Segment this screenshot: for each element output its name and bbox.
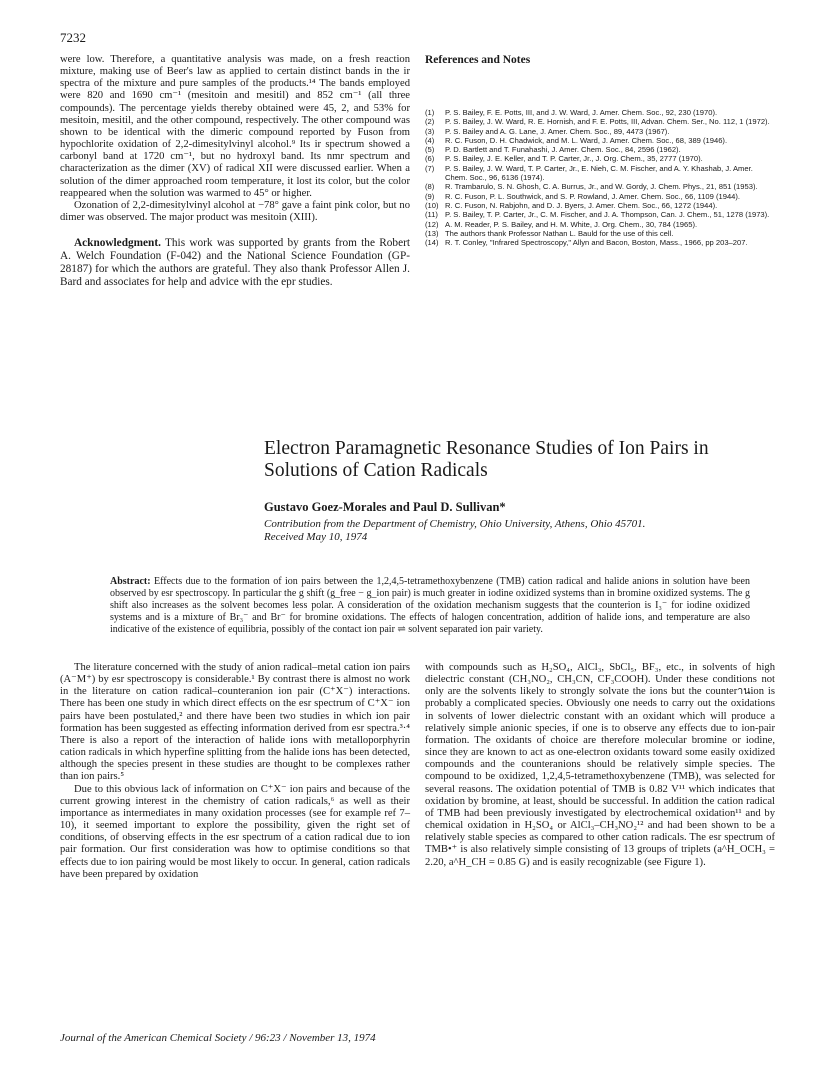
reference-item: [425, 127, 770, 136]
article-title: Electron Paramagnetic Resonance Studies of Ion Pairs in Solutions of Cation Radicals: [264, 438, 709, 481]
acknowledgment-paragraph: [60, 237, 410, 289]
ozonation-paragraph: Ozonation of 2,2-dimesitylvinyl alcohol at −78° gave a faint pink color, but no dimer was observed. The major product was mesitoin (XIII).: [60, 199, 410, 224]
reference-item: [425, 192, 770, 201]
reference-number: (12): [425, 219, 439, 229]
reference-text: R. T. Conley, "Infrared Spectroscopy," Allyn and Bacon, Boston, Mass., 1966, pp 203–207.: [445, 238, 748, 248]
acknowledgment-text: This work was supported by grants from the Robert A. Welch Foundation (F-042) and the National Science Foundation (GP-28187) for which the authors are grateful. They also thank Professor Allen J. Bard and associates for help and advice with the epr studies.: [60, 237, 410, 289]
reference-text: P. S. Bailey, J. W. Ward, R. E. Hornish, and F. E. Potts, III, Advan. Chem. Ser., No. 112, 1 (1972).: [445, 117, 770, 127]
references-list: [425, 108, 770, 247]
received-line: Received May 10, 1974: [264, 531, 368, 543]
reference-text: R. C. Fuson, D. H. Chadwick, and M. L. Ward, J. Amer. Chem. Soc., 68, 389 (1946).: [445, 135, 728, 145]
reference-item: [425, 154, 770, 163]
reference-number: (6): [425, 154, 435, 164]
article-authors: Gustavo Goez-Morales and Paul D. Sullivan*: [264, 500, 506, 514]
reference-number: (10): [425, 200, 439, 210]
reference-item: [425, 164, 770, 183]
intro-paragraph-1: The literature concerned with the study of anion radical–metal cation ion pairs (A⁻M⁺) by esr spectroscopy is considerable.¹ By contrast there is almost no work in the literature on cation radical–counteranion ion pair (C⁺X⁻) interactions. There has been one study in which direct effects on the esr spectrum of C⁺X⁻ ion pairs have been postulated,² and there have been two studies in which ion pair formation has been suggested as effecting information derived from esr spectra.³·⁴ There is also a report of the interaction of halide ions with metalloporphyrin cation radicals in which hyperfine splitting from the halide ions has been detected, although the species present in these studies are thought to be complexes rather than ion pairs.⁵: [60, 662, 410, 783]
abstract-text: Effects due to the formation of ion pairs between the 1,2,4,5-tetramethoxybenzene (TMB) cation radical and halide anions in solution have been observed by esr spectroscopy. In particular the g shift (g_free − g_ion pair) is much greater in iodine oxidized systems than in bromine oxidized systems. The g shift also increases as the solvent becomes less polar. A consideration of the oxidation mechanism suggests that the counterion is I₃⁻ for iodine oxidized systems and is a mixture of Br₃⁻ and Br⁻ for bromine oxidations. The effects of halogen concentration, addition of halide ions, and temperature are also indicative of the existence of equilibria, possibly of the contact ion pair ⇌ solvent separated ion pair variety.: [110, 576, 750, 636]
reference-number: (3): [425, 126, 435, 136]
reference-text: R. Trambarulo, S. N. Ghosh, C. A. Burrus, Jr., and W. Gordy, J. Chem. Phys., 21, 851 (1953).: [445, 182, 758, 192]
intro-paragraph-2: Due to this obvious lack of information on C⁺X⁻ ion pairs and because of the current growing interest in the chemistry of cation radicals,⁶ as well as their importance as intermediates in many oxidation processes (see for example ref 7–10), it seemed important to explore the possibility, given the right set of conditions, of observing effects in the esr spectrum of a cation radical due to ion pair formation. Our first consideration was how to optimise conditions so that effects due to ion pairing would be most likely to occur. In general, cation radicals have been prepared by oxidation: [60, 783, 410, 880]
reference-item: [425, 238, 770, 247]
abstract-label: Abstract:: [110, 576, 151, 587]
reference-item: [425, 210, 770, 219]
reference-item: [425, 220, 770, 229]
page-number: 7232: [60, 30, 86, 45]
reference-text: R. C. Fuson, N. Rabjohn, and D. J. Byers, J. Amer. Chem. Soc., 66, 1272 (1944).: [445, 200, 718, 210]
reference-number: (9): [425, 191, 435, 201]
reference-number: (5): [425, 145, 435, 155]
reference-text: P. S. Bailey, T. P. Carter, Jr., C. M. Fischer, and J. A. Thompson, Can. J. Chem., 51, 1278 (1973).: [445, 210, 770, 220]
results-paragraph: were low. Therefore, a quantitative analysis was made, on a fresh reaction mixture, making use of Beer's law as applied to certain distinct bands in the ir spectra of the mixture and pure samples of the products.¹⁴ The bands employed were 820 and 1690 cm⁻¹ (mesitoin and mesitil) and 852 cm⁻¹ (all three compounds). The percentage yields thereby obtained were 45, 2, and 53% for mesitoin, mesitil, and the other compound, respectively. The other compound was shown to be identical with the dimeric compound reported by Fuson from hypochlorite oxidation of 2,2-dimesitylvinyl alcohol.⁹ Its ir spectrum showed a carbonyl band at 1720 cm⁻¹, but no hydroxyl band. Its nmr spectrum and characterization as the dimer (XV) of radical XII were discussed earlier. When a solution of the dimer approached room temperature, it lost its color, but the color reappeared when the solution was warmed to 45° or higher.: [60, 54, 410, 199]
acknowledgment-label: Acknowledgment.: [74, 237, 161, 250]
reference-item: [425, 108, 770, 117]
reference-item: [425, 229, 770, 238]
reference-number: (2): [425, 117, 435, 127]
reference-text: R. C. Fuson, P. L. Southwick, and S. P. Rowland, J. Amer. Chem. Soc., 66, 1109 (1944).: [445, 191, 741, 201]
reference-item: [425, 145, 770, 154]
reference-number: (1): [425, 108, 435, 117]
reference-number: (8): [425, 182, 435, 192]
reference-number: (14): [425, 238, 439, 248]
intro-paragraph-3: with compounds such as H₂SO₄, AlCl₃, SbCl₅, BF₃, etc., in solvents of high dielectric constant (CH₃NO₂, CH₃CN, CF₃COOH). Under these conditions not only are the solvents likely to strongly solvate the ions but the counterานion is probably a complicated species. Obviously one needs to carry out the oxidations in solvents of lower dielectric constant with an oxidant which will produce a relatively simple anionic species, if one is to observe any effects due to ion-pair formation. The oxidants of choice are therefore molecular bromine or iodine, since they are known to act as one-electron oxidants toward some easily oxidized compounds and the counteranions should be relatively simple species. The compound to be oxidized, 1,2,4,5-tetramethoxybenzene (TMB), was selected for several reasons. The oxidation potential of TMB is 0.82 V¹¹ which indicates that oxidation by bromine, at least, should be successful. In addition the cation radical of TMB had been previously investigated by electrochemical oxidation¹¹ and by chemical oxidation in H₂SO₄ or AlCl₃–CH₃NO₂¹² and had been shown to be a relatively stable species as compared to other cation radicals. The esr spectrum of TMB•⁺ is also relatively simple consisting of 13 groups of triplets (a^H_OCH₃ = 2.20, a^H_CH = 0.85 G) and is easily recognizable (see Figure 1).: [425, 662, 775, 868]
journal-footer: Journal of the American Chemical Society / 96:23 / November 13, 1974: [60, 1032, 376, 1044]
abstract: [110, 576, 750, 636]
reference-item: [425, 201, 770, 210]
reference-text: P. S. Bailey, J. W. Ward, T. P. Carter, Jr., E. Nieh, C. M. Fischer, and A. Y. Khashab, J. Amer. Chem. Soc., 96, 6136 (1974).: [445, 163, 753, 183]
reference-text: P. S. Bailey, J. E. Keller, and T. P. Carter, Jr., J. Org. Chem., 35, 2777 (1970).: [445, 154, 703, 164]
reference-number: (11): [425, 210, 438, 220]
reference-text: The authors thank Professor Nathan L. Bauld for the use of this cell.: [445, 228, 674, 238]
reference-text: A. M. Reader, P. S. Bailey, and H. M. White, J. Org. Chem., 30, 784 (1965).: [445, 219, 698, 229]
reference-text: P. S. Bailey and A. G. Lane, J. Amer. Chem. Soc., 89, 4473 (1967).: [445, 126, 670, 136]
main-left-column: [60, 662, 410, 881]
reference-number: (4): [425, 135, 435, 145]
main-right-column: [425, 662, 775, 869]
reference-text: P. D. Bartlett and T. Funahashi, J. Amer. Chem. Soc., 84, 2596 (1962).: [445, 145, 681, 155]
reference-number: (13): [425, 228, 439, 238]
reference-item: [425, 182, 770, 191]
article-affiliation: [264, 518, 645, 544]
reference-item: [425, 117, 770, 126]
references-heading: References and Notes: [425, 54, 531, 66]
reference-text: P. S. Bailey, F. E. Potts, III, and J. W. Ward, J. Amer. Chem. Soc., 92, 230 (1970).: [445, 108, 718, 117]
reference-number: (7): [425, 163, 435, 173]
top-left-column: [60, 54, 410, 290]
affiliation-line: Contribution from the Department of Chemistry, Ohio University, Athens, Ohio 45701.: [264, 518, 646, 530]
reference-item: [425, 136, 770, 145]
